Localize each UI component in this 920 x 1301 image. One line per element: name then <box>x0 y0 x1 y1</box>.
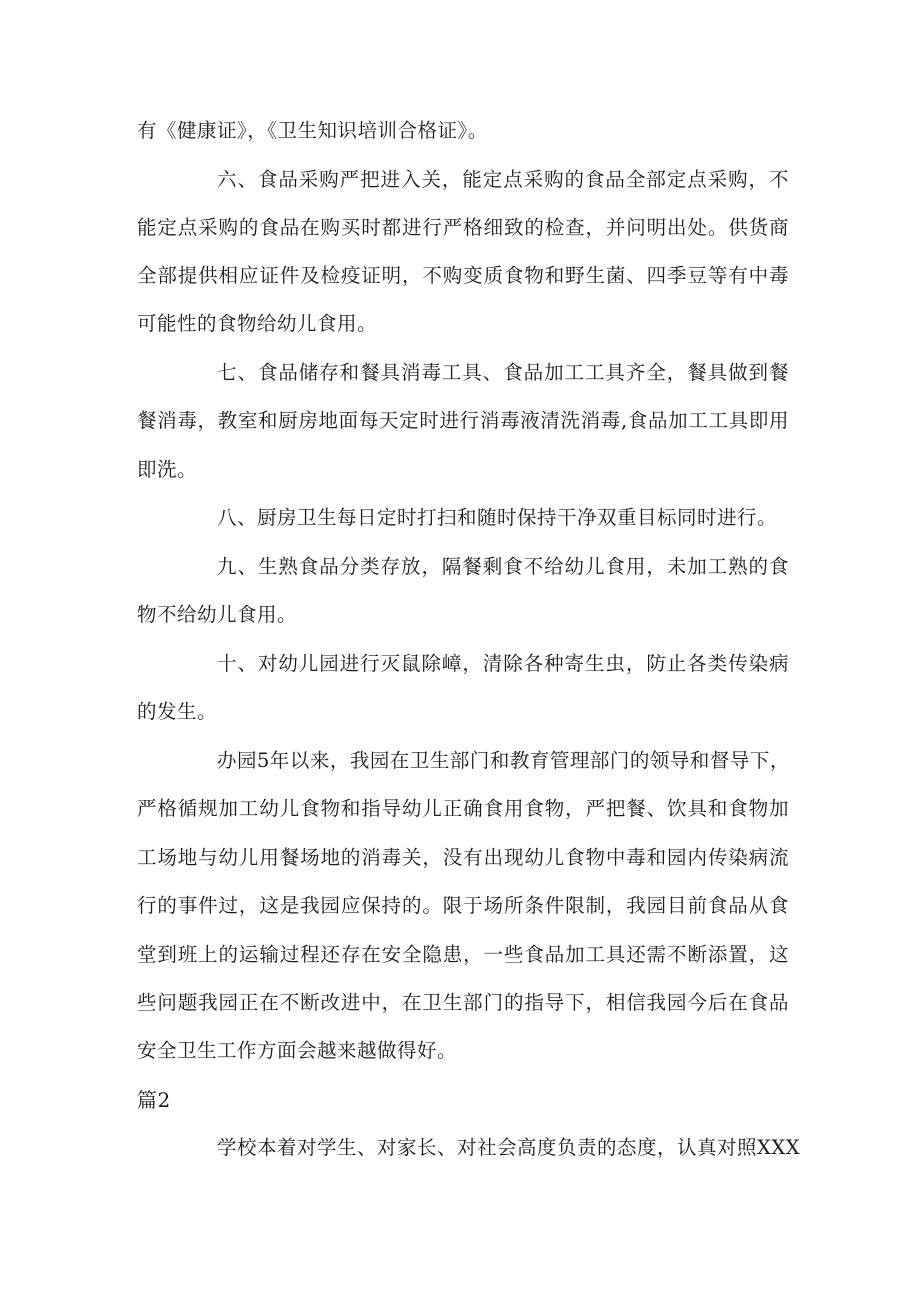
paragraph-line: 安全卫生工作方面会越来越做得好。 <box>137 1039 458 1062</box>
paragraph-line: 十、对幼儿园进行灭鼠除嶂，清除各种寄生虫，防止各类传染病 <box>217 652 789 675</box>
paragraph-line: 工场地与幼儿用餐场地的消毒关，没有出现幼儿食物中毒和园内传染病流 <box>137 846 789 869</box>
paragraph-line: 可能性的食物给幼儿食用。 <box>137 312 378 335</box>
paragraph-line: 九、生熟食品分类存放，隔餐剩食不给幼儿食用，未加工熟的食 <box>217 555 789 578</box>
paragraph-line: 七、食品储存和餐具消毒工具、食品加工工具齐全，餐具做到餐 <box>217 361 789 384</box>
paragraph-line: 物不给幼儿食用。 <box>137 603 298 626</box>
paragraph-line: 全部提供相应证件及检疫证明，不购变质食物和野生菌、四季豆等有中毒 <box>137 264 789 287</box>
paragraph-line: 堂到班上的运输过程还存在安全隐患，一些食品加工具还需不断添置，这 <box>137 943 789 966</box>
paragraph-line: 八、厨房卫生每日定时打扫和随时保持干净双重目标同时进行。 <box>217 506 778 529</box>
paragraph-line: 有《健康证》，《卫生知识培训合格证》。 <box>137 119 488 142</box>
paragraph-line: 能定点采购的食品在购买时都进行严格细致的检查，并问明出处。供货商 <box>137 216 789 239</box>
paragraph-line: 的发生。 <box>137 700 218 723</box>
paragraph-line: 六、食品采购严把进入关，能定点采购的食品全部定点采购，不 <box>217 168 789 191</box>
paragraph-line: 学校本着对学生、对家长、对社会高度负责的态度，认真对照XXX <box>217 1136 801 1159</box>
section-heading: 篇2 <box>137 1088 171 1112</box>
paragraph-line: 即洗。 <box>137 458 198 481</box>
paragraph-line: 办园5年以来，我园在卫生部门和教育管理部门的领导和督导下， <box>217 749 790 772</box>
paragraph-line: 行的事件过，这是我园应保持的。限于场所条件限制，我园目前食品从食 <box>137 894 789 917</box>
paragraph-line: 些问题我园正在不断改进中，在卫生部门的指导下，相信我园今后在食品 <box>137 991 789 1014</box>
paragraph-line: 严格循规加工幼儿食物和指导幼儿正确食用食物，严把餐、饮具和食物加 <box>137 797 789 820</box>
paragraph-line: 餐消毒，教室和厨房地面每天定时进行消毒液清洗消毒,食品加工工具即用 <box>137 409 789 432</box>
